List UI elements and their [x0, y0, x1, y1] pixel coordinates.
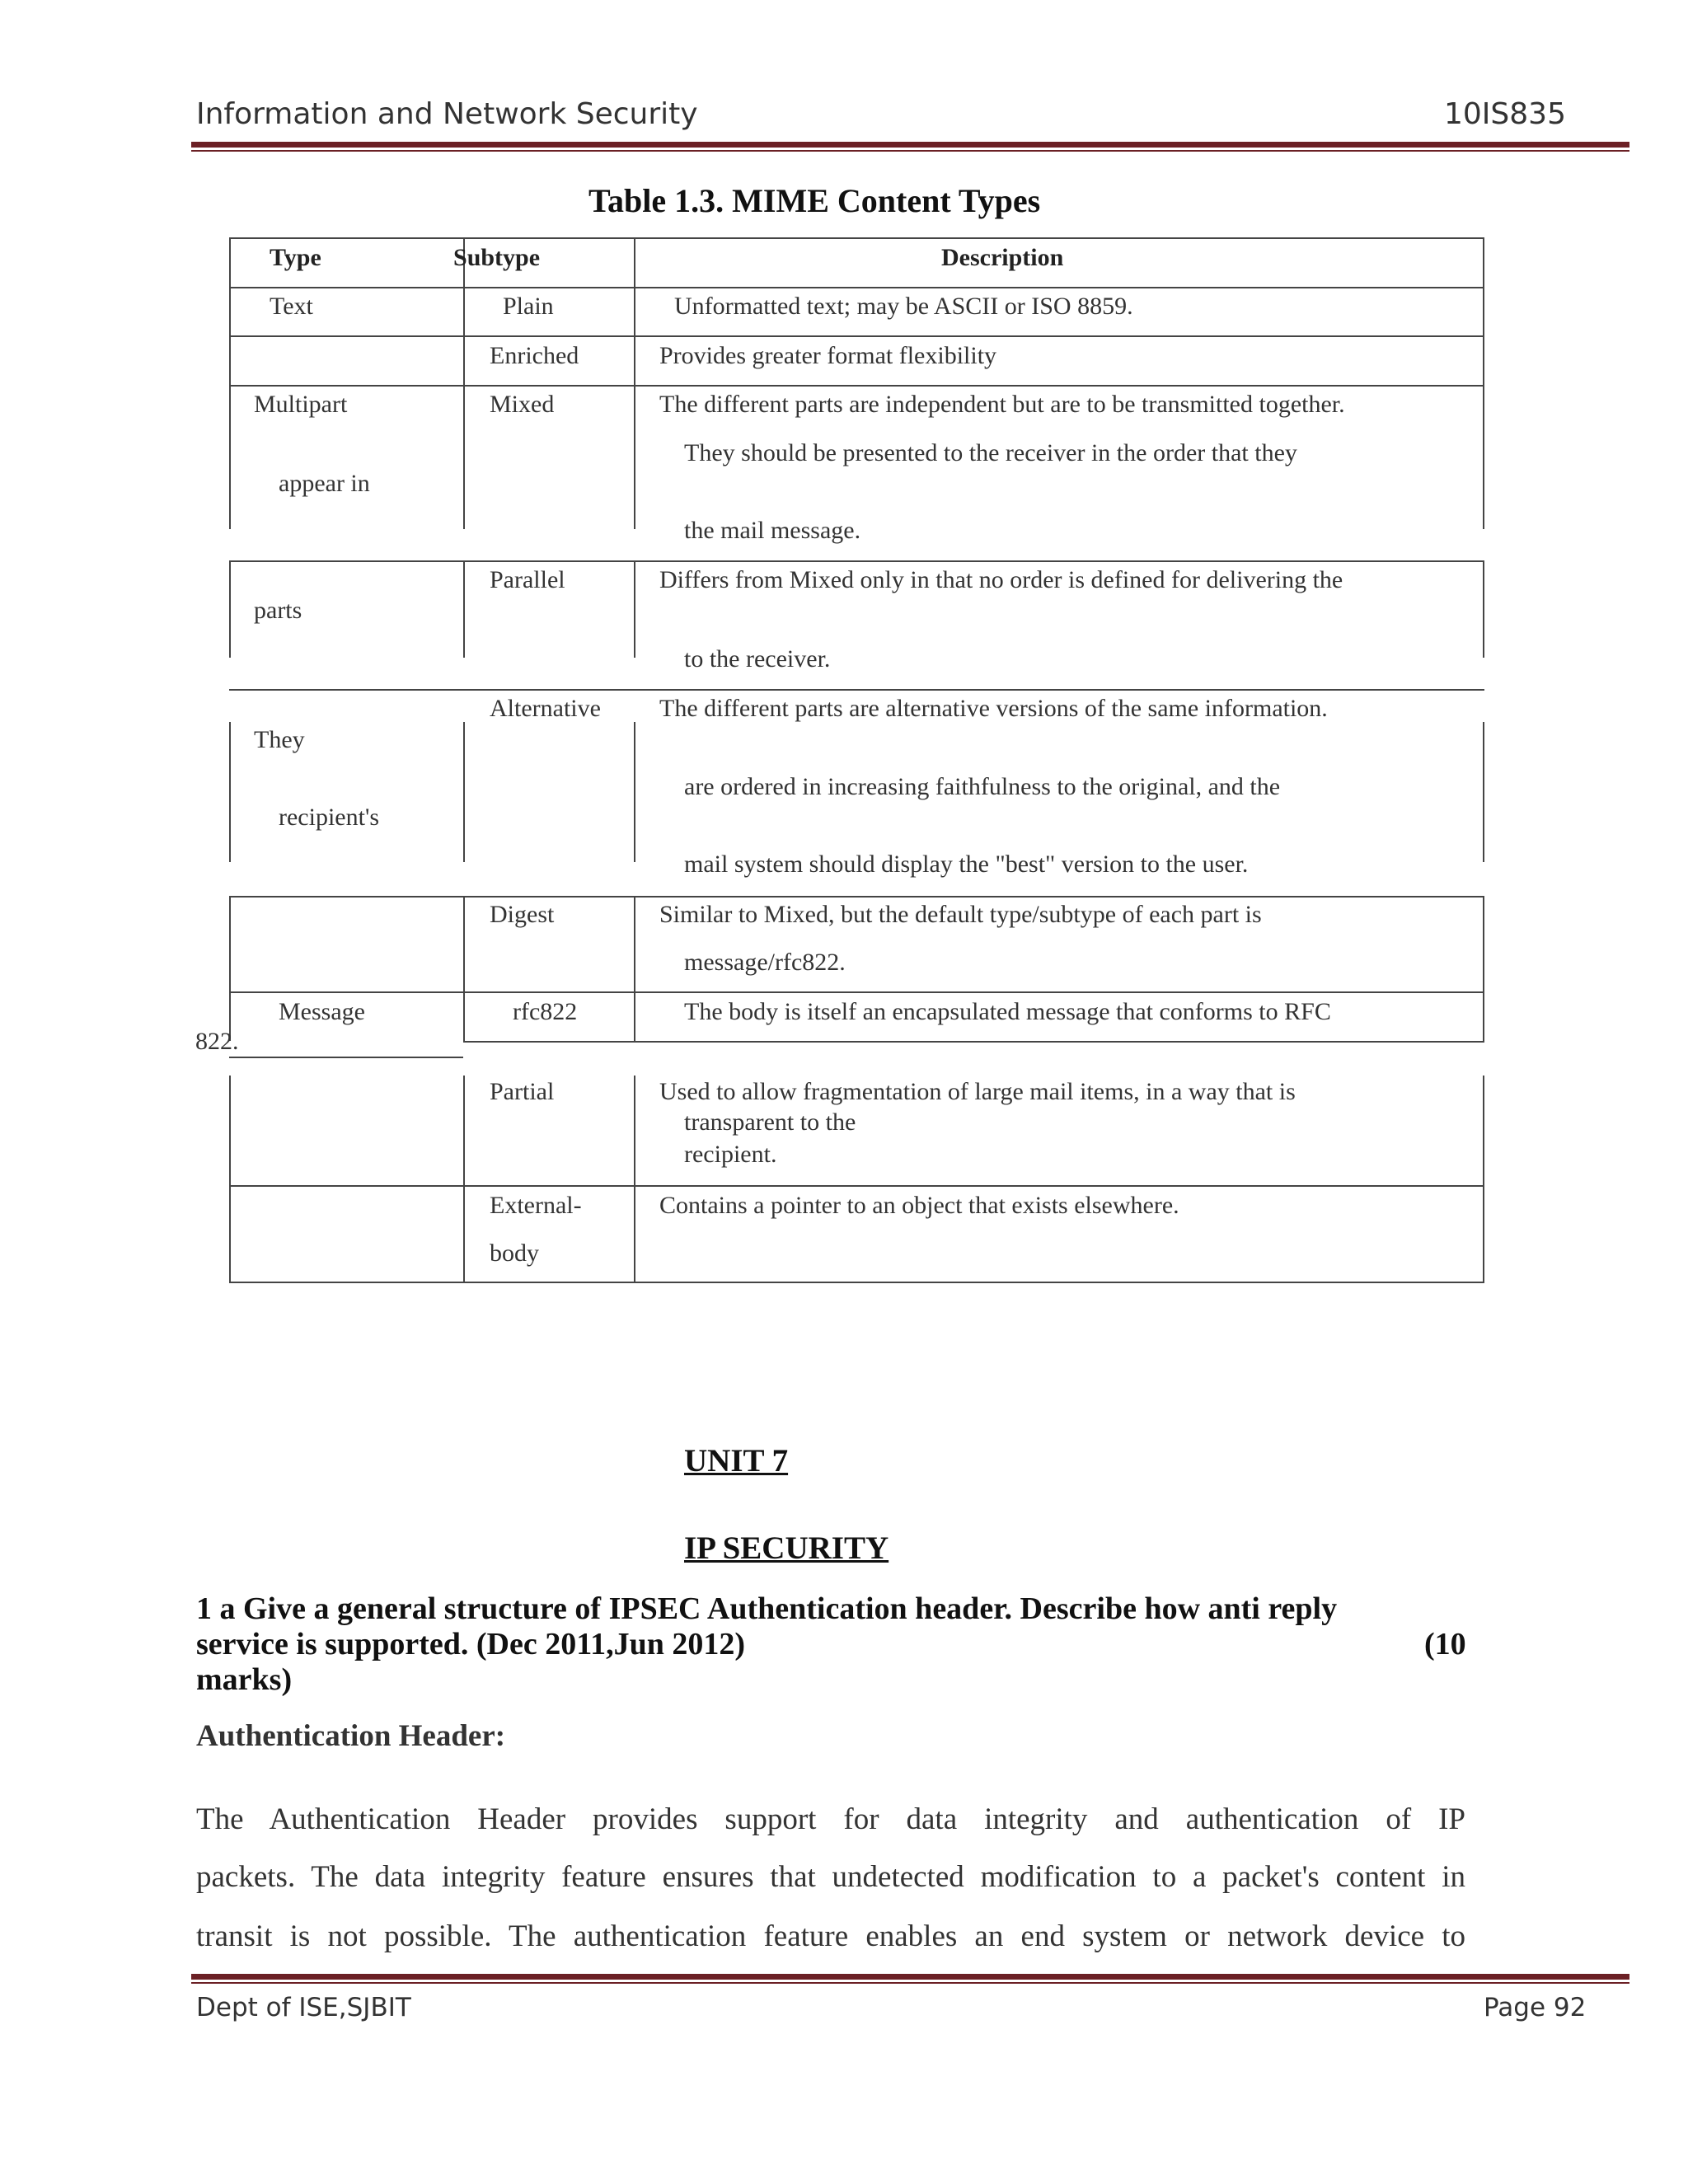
table-line: [229, 385, 1484, 387]
table-line: [463, 722, 465, 862]
table-line: [229, 237, 231, 529]
desc-partial-1: Used to allow fragmentation of large mail items, in a way that is: [659, 1078, 1296, 1105]
table-line: [229, 896, 1484, 898]
rfc-number-wrap: 822.: [195, 1028, 239, 1055]
desc-parallel-1: Differs from Mixed only in that no order is defined for delivering the: [659, 566, 1343, 593]
table-line: [229, 1076, 231, 1282]
desc-alternative-3: mail system should display the "best" version to the user.: [684, 851, 1249, 878]
header-title: Information and Network Security: [196, 97, 698, 131]
table-line: [634, 722, 635, 862]
subtype-mixed: Mixed: [490, 391, 555, 418]
table-line: [229, 1282, 1484, 1283]
table-line: [463, 1076, 465, 1282]
paragraph-line-1: The Authentication Header provides support for data integrity and authentication of IP: [196, 1802, 1465, 1836]
table-line: [634, 560, 635, 658]
header-code: 10IS835: [1444, 97, 1566, 131]
table-line: [229, 689, 1484, 691]
subtype-external-2: body: [490, 1240, 539, 1267]
type-message: Message: [279, 998, 365, 1025]
footer-rule-thin: [191, 1982, 1629, 1984]
table-line: [229, 991, 1484, 993]
question-line-1: 1 a Give a general structure of IPSEC Authentication header. Describe how anti reply: [196, 1591, 1338, 1626]
col-header-subtype: [453, 244, 540, 272]
type-parts: parts: [254, 597, 302, 624]
footer-dept: Dept of ISE,SJBIT: [196, 1993, 411, 2022]
desc-enriched: Provides greater format flexibility: [659, 342, 997, 369]
table-line: [463, 560, 465, 658]
unit-name: IP SECURITY: [684, 1530, 889, 1566]
table-line: [463, 1041, 1484, 1043]
table-line: [634, 896, 635, 1041]
desc-partial-2: transparent to the: [684, 1108, 856, 1136]
header-rule-thick: [191, 142, 1629, 148]
table-line: [229, 237, 1484, 239]
table-caption: Table 1.3. MIME Content Types: [588, 182, 1041, 219]
subtype-plain: Plain: [503, 293, 554, 320]
col-header-subtype-rest: ubtype: [467, 244, 541, 271]
desc-mixed-2: They should be presented to the receiver in the order that they: [684, 439, 1297, 466]
unit-number: UNIT 7: [684, 1443, 789, 1479]
desc-digest-1: Similar to Mixed, but the default type/subtype of each part is: [659, 901, 1262, 928]
table-line: [463, 237, 465, 529]
table-line: [1483, 722, 1484, 862]
desc-rfc822: The body is itself an encapsulated message that conforms to RFC: [684, 998, 1331, 1025]
col-header-subtype-first: S: [453, 244, 467, 271]
footer-page-number: Page 92: [1484, 1993, 1587, 2022]
table-line: [229, 287, 1484, 288]
type-recipients: recipient's: [279, 804, 380, 831]
table-line: [229, 1185, 1484, 1187]
table-line: [229, 560, 1484, 562]
type-appear-in: appear in: [279, 470, 370, 497]
col-header-type: Type: [270, 244, 321, 271]
type-multipart: Multipart: [254, 391, 348, 418]
subtype-rfc822: rfc822: [513, 998, 578, 1025]
col-header-description: Description: [941, 244, 1064, 271]
table-line: [1483, 896, 1484, 1041]
desc-parallel-2: to the receiver.: [684, 645, 831, 673]
footer-rule-thick: [191, 1974, 1629, 1980]
table-line: [229, 335, 1484, 337]
question-marks-b: marks): [196, 1662, 293, 1697]
paragraph-line-3: transit is not possible. The authentication feature enables an end system or network device to: [196, 1919, 1465, 1953]
desc-external: Contains a pointer to an object that exists elsewhere.: [659, 1192, 1179, 1219]
question-marks-a: (10: [1424, 1627, 1466, 1661]
desc-mixed-1: The different parts are independent but are to be transmitted together.: [659, 391, 1345, 418]
subtype-enriched: Enriched: [490, 342, 579, 369]
question-line-2: service is supported. (Dec 2011,Jun 2012): [196, 1627, 746, 1661]
desc-mixed-3: the mail message.: [684, 517, 861, 544]
table-line: [229, 896, 231, 1041]
desc-plain: Unformatted text; may be ASCII or ISO 8859.: [674, 293, 1133, 320]
table-line: [1483, 237, 1484, 529]
type-text: Text: [270, 293, 313, 320]
subtype-partial: Partial: [490, 1078, 555, 1105]
table-line: [229, 722, 231, 862]
type-they: They: [254, 726, 305, 753]
table-line: [634, 237, 635, 529]
desc-partial-3: recipient.: [684, 1141, 777, 1168]
table-line: [1483, 1076, 1484, 1282]
header-rule-thin: [191, 150, 1629, 152]
desc-digest-2: message/rfc822.: [684, 949, 846, 976]
desc-alternative-2: are ordered in increasing faithfulness to the original, and the: [684, 773, 1281, 800]
subtype-parallel: Parallel: [490, 566, 565, 593]
section-heading: Authentication Header:: [196, 1719, 506, 1753]
table-line: [463, 896, 465, 1041]
subtype-digest: Digest: [490, 901, 555, 928]
table-line: [229, 1057, 463, 1058]
desc-alternative-1: The different parts are alternative versions of the same information.: [659, 695, 1328, 722]
table-line: [1483, 560, 1484, 658]
paragraph-line-2: packets. The data integrity feature ensures that undetected modification to a packet's content in: [196, 1860, 1465, 1894]
table-line: [229, 560, 231, 658]
subtype-alternative: Alternative: [490, 695, 601, 722]
table-line: [634, 1076, 635, 1282]
subtype-external-1: External-: [490, 1192, 582, 1219]
